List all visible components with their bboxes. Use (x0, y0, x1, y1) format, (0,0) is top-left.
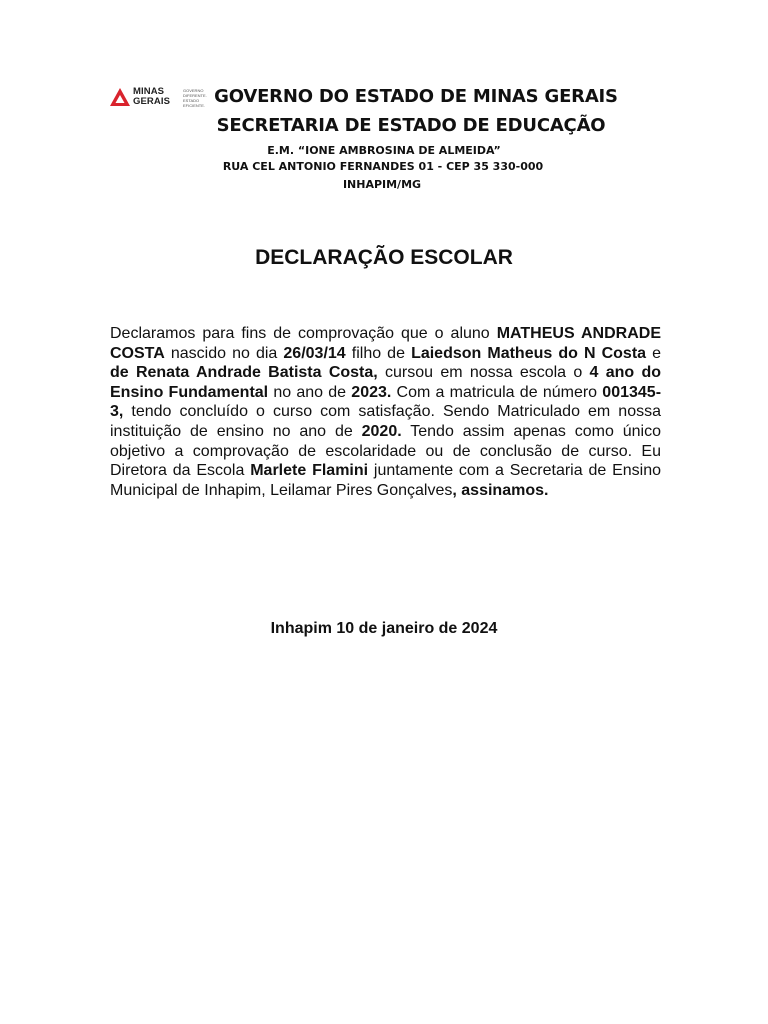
student-name: MATHEUS ANDRADE COSTA (110, 325, 661, 362)
closing-statement: , assinamos. (452, 481, 549, 499)
logo-name-line2: GERAIS (133, 96, 171, 107)
director-name: Marlete Flamini (250, 462, 369, 480)
logo-sub-line: ESTADO (183, 98, 200, 103)
school-address: RUA CEL ANTONIO FERNANDES 01 - CEP 35 330-000 (222, 160, 544, 173)
document-title: DECLARAÇÃO ESCOLAR (255, 246, 513, 269)
logo-sub-line: DIFERENTE. (183, 93, 207, 98)
logo-name-line1: MINAS (133, 86, 165, 97)
text-segment: no ano de (268, 383, 352, 401)
logo-sub-line: GOVERNO (183, 88, 204, 93)
enrollment-year: 2020. (361, 422, 402, 440)
text-segment: juntamente com a Secretaria de Ensino Municipal de Inhapim, Leilamar Pires Gonçalves (110, 462, 662, 499)
school-city: INHAPIM/MG (342, 178, 422, 191)
birth-date: 26/03/14 (283, 344, 346, 362)
grade-level: 4 ano do Ensino Fundamental (110, 364, 662, 401)
text-segment: Declaramos para fins de comprovação que o aluno (110, 325, 497, 342)
text-segment: cursou em nossa escola o (377, 364, 590, 382)
text-segment: tendo concluído o curso com satisfação. Sendo Matriculado em nossa instituição de ensino no ano de (110, 403, 661, 440)
text-segment: Com a matricula de número (391, 383, 603, 401)
text-segment: e (646, 344, 662, 362)
text-segment: nascido no dia (164, 344, 284, 362)
text-segment: filho de (345, 344, 412, 362)
mother-name: de Renata Andrade Batista Costa, (110, 364, 378, 382)
secretariat-heading: SECRETARIA DE ESTADO DE EDUCAÇÃO (216, 115, 606, 136)
government-heading: GOVERNO DO ESTADO DE MINAS GERAIS (214, 86, 618, 107)
logo-sub-line: EFICIENTE. (183, 103, 206, 108)
school-name: E.M. “IONE AMBROSINA DE ALMEIDA” (267, 144, 501, 157)
father-name: Laiedson Matheus do N Costa (411, 344, 647, 362)
registration-number: 001345-3, (110, 383, 662, 421)
school-year: 2023. (351, 383, 392, 401)
date-location: Inhapim 10 de janeiro de 2024 (270, 620, 498, 637)
declaration-paragraph (110, 324, 661, 500)
text-segment: Tendo assim apenas como único objetivo a comprovação de escolaridade ou de conclusão de curso. Eu Diretora da Escola (110, 422, 661, 480)
